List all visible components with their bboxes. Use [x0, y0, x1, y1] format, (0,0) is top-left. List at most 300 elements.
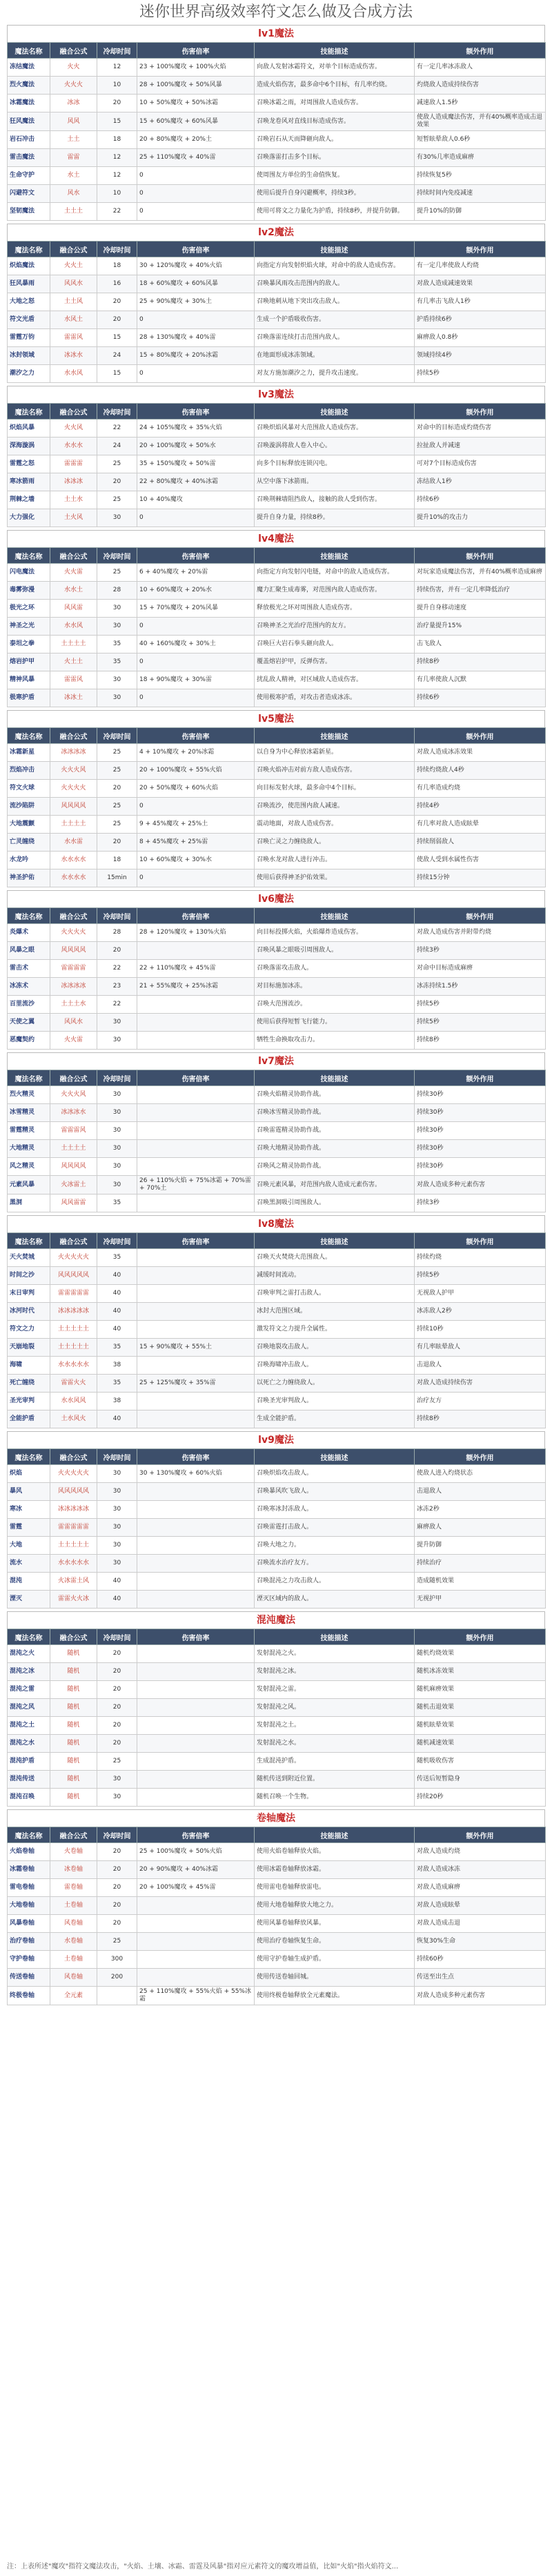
cell-dmg — [137, 1915, 255, 1933]
cell-name: 雷霆精灵 — [8, 1122, 50, 1140]
cell-desc: 向敌人发射冰霜符文，对单个目标造成伤害。 — [255, 59, 415, 77]
cell-cd: 20 — [97, 293, 137, 311]
cell-desc: 召唤地刺从地下突出攻击敌人。 — [255, 293, 415, 311]
cell-cd: 30 — [97, 1483, 137, 1501]
cell-desc: 发射混沌之冰。 — [255, 1663, 415, 1681]
table-row — [8, 1032, 546, 1050]
cell-bonus: 拉扯敌人并减速 — [415, 437, 546, 455]
table-row — [8, 347, 546, 365]
cell-formula: 水风土 — [50, 311, 97, 329]
cell-desc: 覆盖熔岩护甲，反弹伤害。 — [255, 653, 415, 671]
cell-bonus: 麻痹敌人0.8秒 — [415, 329, 546, 347]
cell-dmg: 18 + 90%魔攻 + 30%雷 — [137, 671, 255, 689]
cell-bonus: 对敌人造成伤害并附带灼烧 — [415, 924, 546, 942]
cell-name: 冻结魔法 — [8, 59, 50, 77]
column-header: 额外作用 — [415, 242, 546, 257]
table-row — [8, 1158, 546, 1176]
cell-formula: 风水 — [50, 185, 97, 203]
cell-desc: 湮灭区域内的敌人。 — [255, 1591, 415, 1609]
cell-dmg: 30 + 120%魔攻 + 40%火焰 — [137, 257, 255, 275]
cell-dmg — [137, 1717, 255, 1735]
cell-bonus: 持续灼烧 — [415, 1249, 546, 1267]
cell-dmg: 25 + 100%魔攻 + 50%火焰 — [137, 1843, 255, 1861]
table-row — [8, 131, 546, 149]
cell-bonus: 持续6秒 — [415, 491, 546, 509]
cell-dmg: 25 + 110%魔攻 + 55%火焰 + 55%冰霜 — [137, 1987, 255, 2005]
column-header: 额外作用 — [415, 728, 546, 744]
table-row — [8, 1375, 546, 1393]
cell-name: 海啸 — [8, 1357, 50, 1375]
column-header: 伤害倍率 — [137, 1449, 255, 1465]
cell-dmg: 20 + 100%魔攻 + 45%雷 — [137, 1879, 255, 1897]
cell-formula: 雷雷雷雷雷 — [50, 1285, 97, 1303]
section-10 — [7, 1809, 545, 2005]
column-header: 冷却时间 — [97, 548, 137, 564]
table-row — [8, 185, 546, 203]
cell-formula: 土土土土 — [50, 816, 97, 834]
column-header: 魔法名称 — [8, 1233, 50, 1249]
cell-bonus: 对敌人造成持续伤害 — [415, 1375, 546, 1393]
section-header: lv8魔法 — [7, 1215, 545, 1232]
cell-cd: 30 — [97, 1789, 137, 1807]
cell-name: 狂风暴雨 — [8, 275, 50, 293]
cell-name: 烈焰冲击 — [8, 762, 50, 780]
cell-bonus: 持续30秒 — [415, 1140, 546, 1158]
cell-desc: 牺牲生命换取攻击力。 — [255, 1032, 415, 1050]
cell-desc: 向多个目标释放连锁闪电。 — [255, 455, 415, 473]
cell-desc: 召唤大范围流沙。 — [255, 996, 415, 1014]
cell-desc: 发射混沌之土。 — [255, 1717, 415, 1735]
section-2 — [7, 386, 545, 527]
table-row — [8, 834, 546, 852]
cell-dmg: 10 + 60%魔攻 + 30%水 — [137, 852, 255, 869]
cell-cd: 35 — [97, 1249, 137, 1267]
column-header: 技能描述 — [255, 728, 415, 744]
cell-desc: 冰封大范围区域。 — [255, 1303, 415, 1321]
cell-dmg — [137, 1086, 255, 1104]
column-header: 技能描述 — [255, 1629, 415, 1645]
table-row — [8, 1122, 546, 1140]
cell-desc: 召唤荆棘墙阻挡敌人，接触的敌人受到伤害。 — [255, 491, 415, 509]
cell-dmg: 6 + 40%魔攻 + 20%雷 — [137, 564, 255, 582]
column-header: 融合公式 — [50, 43, 97, 59]
cell-cd: 20 — [97, 1843, 137, 1861]
cell-desc: 召唤神圣之光治疗范围内的友方。 — [255, 618, 415, 636]
cell-dmg — [137, 1393, 255, 1410]
cell-dmg: 25 + 90%魔攻 + 30%土 — [137, 293, 255, 311]
cell-desc: 使用极寒护盾，对攻击者造成冰冻。 — [255, 689, 415, 707]
cell-cd: 30 — [97, 1519, 137, 1537]
cell-desc: 召唤海啸冲击敌人。 — [255, 1357, 415, 1375]
cell-formula: 风风水 — [50, 1014, 97, 1032]
cell-desc: 向指定方向发射闪电链，对命中的敌人造成伤害。 — [255, 564, 415, 582]
spell-table — [7, 1448, 546, 1609]
table-row — [8, 59, 546, 77]
cell-name: 天崩地裂 — [8, 1339, 50, 1357]
cell-dmg — [137, 1194, 255, 1212]
cell-formula: 雷雷 — [50, 149, 97, 167]
cell-bonus: 持续30秒 — [415, 1122, 546, 1140]
column-header: 额外作用 — [415, 1233, 546, 1249]
cell-formula: 火火火风 — [50, 762, 97, 780]
cell-cd: 30 — [97, 509, 137, 527]
cell-desc: 随机传送到附近位置。 — [255, 1771, 415, 1789]
cell-name: 混沌之风 — [8, 1699, 50, 1717]
cell-cd: 38 — [97, 1393, 137, 1410]
cell-name: 冰霜卷轴 — [8, 1861, 50, 1879]
cell-bonus: 有一定几率使敌人灼烧 — [415, 257, 546, 275]
cell-formula: 风卷轴 — [50, 1915, 97, 1933]
cell-bonus: 提升10%的防御 — [415, 203, 546, 221]
cell-formula: 随机 — [50, 1717, 97, 1735]
cell-formula: 水水风风 — [50, 1393, 97, 1410]
cell-name: 烈火魔法 — [8, 77, 50, 95]
cell-formula: 水水水 — [50, 437, 97, 455]
table-row — [8, 1753, 546, 1771]
column-header: 额外作用 — [415, 1827, 546, 1843]
cell-desc: 召唤大地精灵协助作战。 — [255, 1140, 415, 1158]
cell-name: 流水 — [8, 1555, 50, 1573]
cell-name: 全能护盾 — [8, 1410, 50, 1428]
table-row — [8, 653, 546, 671]
cell-formula: 水水水水水 — [50, 1555, 97, 1573]
cell-cd: 40 — [97, 1321, 137, 1339]
cell-cd: 20 — [97, 1681, 137, 1699]
cell-cd: 20 — [97, 473, 137, 491]
cell-dmg — [137, 1519, 255, 1537]
cell-bonus: 对敌人造成多种元素伤害 — [415, 1987, 546, 2005]
cell-cd: 12 — [97, 149, 137, 167]
cell-formula: 火火火火火 — [50, 1249, 97, 1267]
cell-cd: 20 — [97, 1897, 137, 1915]
column-header: 魔法名称 — [8, 242, 50, 257]
table-row — [8, 1194, 546, 1212]
cell-dmg — [137, 1158, 255, 1176]
cell-cd: 20 — [97, 1861, 137, 1879]
table-row — [8, 1861, 546, 1879]
cell-formula: 土土土土土 — [50, 1537, 97, 1555]
cell-name: 泰坦之拳 — [8, 636, 50, 653]
table-row — [8, 1104, 546, 1122]
cell-dmg: 20 + 90%魔攻 + 40%冰霜 — [137, 1861, 255, 1879]
cell-cd: 30 — [97, 600, 137, 618]
column-header: 额外作用 — [415, 404, 546, 420]
cell-desc: 释放极光之环对周围敌人造成伤害。 — [255, 600, 415, 618]
cell-dmg: 10 + 50%魔攻 + 50%冰霜 — [137, 95, 255, 112]
cell-dmg: 15 + 80%魔攻 + 20%冰霜 — [137, 347, 255, 365]
cell-cd: 25 — [97, 816, 137, 834]
table-row — [8, 1915, 546, 1933]
column-header: 额外作用 — [415, 43, 546, 59]
cell-desc: 召唤风之精灵协助作战。 — [255, 1158, 415, 1176]
cell-cd: 25 — [97, 491, 137, 509]
cell-desc: 发射混沌之水。 — [255, 1735, 415, 1753]
cell-bonus: 对敌人造成灼烧 — [415, 1843, 546, 1861]
cell-dmg: 15 + 70%魔攻 + 20%风暴 — [137, 600, 255, 618]
column-header: 伤害倍率 — [137, 1070, 255, 1086]
cell-desc: 使用传送卷轴回城。 — [255, 1969, 415, 1987]
cell-cd: 15 — [97, 112, 137, 131]
table-row — [8, 455, 546, 473]
cell-cd: 20 — [97, 942, 137, 960]
column-header: 冷却时间 — [97, 43, 137, 59]
cell-cd: 25 — [97, 798, 137, 816]
cell-cd: 20 — [97, 1663, 137, 1681]
column-header: 额外作用 — [415, 908, 546, 924]
cell-cd: 200 — [97, 1969, 137, 1987]
cell-dmg: 18 + 60%魔攻 + 60%风暴 — [137, 275, 255, 293]
cell-cd: 30 — [97, 1104, 137, 1122]
cell-cd: 22 — [97, 203, 137, 221]
table-row — [8, 1897, 546, 1915]
cell-formula: 水水水水 — [50, 852, 97, 869]
cell-name: 大地之怒 — [8, 293, 50, 311]
section-header: lv1魔法 — [7, 25, 545, 42]
cell-name: 雷霆 — [8, 1519, 50, 1537]
table-row — [8, 1014, 546, 1032]
cell-bonus: 持续30秒 — [415, 1086, 546, 1104]
cell-bonus: 持续5秒 — [415, 996, 546, 1014]
cell-dmg: 21 + 55%魔攻 + 25%冰霜 — [137, 978, 255, 996]
cell-name: 治疗卷轴 — [8, 1933, 50, 1951]
cell-formula: 雷雷雷风 — [50, 1122, 97, 1140]
cell-bonus: 随机冰冻效果 — [415, 1663, 546, 1681]
cell-dmg: 28 + 120%魔攻 + 130%火焰 — [137, 924, 255, 942]
cell-formula: 火土土 — [50, 653, 97, 671]
cell-formula: 土土 — [50, 131, 97, 149]
cell-desc: 召唤雷霆精灵协助作战。 — [255, 1122, 415, 1140]
table-row — [8, 1735, 546, 1753]
cell-name: 狂风魔法 — [8, 112, 50, 131]
table-row — [8, 689, 546, 707]
cell-dmg: 24 + 105%魔攻 + 35%火焰 — [137, 420, 255, 437]
cell-formula: 风风雷 — [50, 600, 97, 618]
cell-formula: 火冰雷土风 — [50, 1573, 97, 1591]
cell-dmg: 8 + 45%魔攻 + 25%雷 — [137, 834, 255, 852]
column-header: 融合公式 — [50, 404, 97, 420]
cell-formula: 火卷轴 — [50, 1843, 97, 1861]
cell-desc: 向指定方向发射炽焰火球，对命中的敌人造成伤害。 — [255, 257, 415, 275]
cell-bonus: 击飞敌人 — [415, 636, 546, 653]
table-row — [8, 978, 546, 996]
cell-name: 雷击魔法 — [8, 149, 50, 167]
cell-dmg — [137, 1483, 255, 1501]
footnote: 注：上表所述"魔攻"指符文魔法攻击，"火焰、土壤、冰霜、雷霆及风暴"指对应元素符文的魔攻增益值，比如"火焰"指火焰符文... — [7, 2563, 399, 2570]
cell-bonus: 传送至出生点 — [415, 1969, 546, 1987]
cell-formula: 冰冰 — [50, 95, 97, 112]
cell-bonus: 有几率使敌人沉默 — [415, 671, 546, 689]
cell-dmg — [137, 1897, 255, 1915]
spell-table — [7, 727, 546, 887]
cell-dmg: 15 + 60%魔攻 + 60%风暴 — [137, 112, 255, 131]
column-header: 伤害倍率 — [137, 728, 255, 744]
cell-formula: 风风风风 — [50, 942, 97, 960]
table-row — [8, 1573, 546, 1591]
cell-desc: 向目标发射火球，最多命中4个目标。 — [255, 780, 415, 798]
table-row — [8, 1393, 546, 1410]
table-row — [8, 420, 546, 437]
cell-desc: 震动地面，对敌人造成伤害。 — [255, 816, 415, 834]
column-header: 伤害倍率 — [137, 548, 255, 564]
cell-desc: 以死亡之力缠绕敌人。 — [255, 1375, 415, 1393]
cell-formula: 土土风 — [50, 293, 97, 311]
cell-desc: 生成一个护盾吸收伤害。 — [255, 311, 415, 329]
cell-desc: 生成全能护盾。 — [255, 1410, 415, 1428]
cell-name: 大地震颤 — [8, 816, 50, 834]
column-header: 伤害倍率 — [137, 1629, 255, 1645]
cell-cd: 10 — [97, 77, 137, 95]
cell-cd: 30 — [97, 1465, 137, 1483]
cell-desc: 魔力汇聚生成毒雾，对范围内敌人造成伤害。 — [255, 582, 415, 600]
cell-name: 元素风暴 — [8, 1176, 50, 1194]
cell-desc: 召唤寒冰封冻敌人。 — [255, 1501, 415, 1519]
cell-bonus: 对敌人造成麻痹 — [415, 1879, 546, 1897]
cell-cd: 20 — [97, 1645, 137, 1663]
section-header: lv5魔法 — [7, 710, 545, 727]
cell-desc: 使用终极卷轴释放全元素魔法。 — [255, 1987, 415, 2005]
column-header: 伤害倍率 — [137, 1827, 255, 1843]
cell-dmg — [137, 1591, 255, 1609]
cell-name: 混沌之水 — [8, 1735, 50, 1753]
cell-formula: 雷雷风 — [50, 329, 97, 347]
section-4 — [7, 710, 545, 887]
cell-name: 亡灵缠绕 — [8, 834, 50, 852]
cell-cd: 35 — [97, 653, 137, 671]
cell-dmg — [137, 1357, 255, 1375]
cell-formula: 随机 — [50, 1735, 97, 1753]
table-row — [8, 365, 546, 383]
column-header: 技能描述 — [255, 1233, 415, 1249]
cell-cd: 25 — [97, 744, 137, 762]
cell-desc: 使用可将文之力量化为护盾，持续8秒，并提升防御。 — [255, 203, 415, 221]
column-header: 技能描述 — [255, 43, 415, 59]
cell-cd: 15min — [97, 869, 137, 887]
table-row — [8, 1303, 546, 1321]
table-row — [8, 1717, 546, 1735]
cell-bonus: 对命中的目标造成灼烧伤害 — [415, 420, 546, 437]
cell-formula: 随机 — [50, 1753, 97, 1771]
cell-formula: 土水风火 — [50, 1410, 97, 1428]
cell-formula: 全元素 — [50, 1987, 97, 2005]
cell-desc: 召唤天火焚烧大范围敌人。 — [255, 1249, 415, 1267]
cell-bonus: 持续治疗 — [415, 1555, 546, 1573]
cell-dmg — [137, 1104, 255, 1122]
cell-dmg — [137, 996, 255, 1014]
column-header: 冷却时间 — [97, 1827, 137, 1843]
column-header: 魔法名称 — [8, 908, 50, 924]
cell-dmg — [137, 1140, 255, 1158]
cell-desc: 减缓时间流动。 — [255, 1267, 415, 1285]
cell-name: 闪电魔法 — [8, 564, 50, 582]
cell-dmg — [137, 1771, 255, 1789]
cell-bonus: 有几率对敌人造成眩晕 — [415, 816, 546, 834]
table-row — [8, 852, 546, 869]
cell-name: 炎爆术 — [8, 924, 50, 942]
cell-formula: 火火火火 — [50, 924, 97, 942]
cell-bonus: 随机麻痹效果 — [415, 1681, 546, 1699]
cell-cd: 23 — [97, 978, 137, 996]
cell-formula: 风风风风 — [50, 798, 97, 816]
cell-bonus: 有几率眩晕敌人 — [415, 1339, 546, 1357]
cell-formula: 冰冰土 — [50, 689, 97, 707]
cell-name: 混沌之雷 — [8, 1681, 50, 1699]
cell-formula: 雷雷火火 — [50, 1375, 97, 1393]
section-header: lv3魔法 — [7, 386, 545, 403]
column-header: 冷却时间 — [97, 728, 137, 744]
cell-cd: 25 — [97, 564, 137, 582]
table-row — [8, 1537, 546, 1555]
spell-table — [7, 1070, 546, 1212]
cell-cd: 20 — [97, 1735, 137, 1753]
table-row — [8, 1465, 546, 1483]
table-row — [8, 869, 546, 887]
cell-formula: 火火火风 — [50, 1086, 97, 1104]
cell-bonus: 对命中目标造成麻痹 — [415, 960, 546, 978]
cell-bonus: 使敌人受到水属性伤害 — [415, 852, 546, 869]
cell-dmg: 0 — [137, 311, 255, 329]
cell-bonus: 对敌人造成冰冻 — [415, 1861, 546, 1879]
cell-bonus: 无视敌人护甲 — [415, 1285, 546, 1303]
table-row — [8, 600, 546, 618]
cell-desc: 使用后提升自身闪避概率，持续3秒。 — [255, 185, 415, 203]
cell-bonus: 击退敌人 — [415, 1357, 546, 1375]
cell-name: 湮灭 — [8, 1591, 50, 1609]
cell-desc: 造成火焰伤害，最多命中6个目标，有几率灼烧。 — [255, 77, 415, 95]
section-header: lv4魔法 — [7, 530, 545, 547]
cell-desc: 向目标投掷火焰，火焰爆炸造成伤害。 — [255, 924, 415, 942]
cell-desc: 召唤火焰冲击对前方敌人造成伤害。 — [255, 762, 415, 780]
table-row — [8, 780, 546, 798]
cell-dmg — [137, 1032, 255, 1050]
cell-formula: 冰冰水 — [50, 347, 97, 365]
cell-bonus: 有30%几率造成麻痹 — [415, 149, 546, 167]
cell-name: 水龙吟 — [8, 852, 50, 869]
cell-dmg — [137, 1303, 255, 1321]
cell-cd: 18 — [97, 257, 137, 275]
cell-formula: 冰冰冰冰 — [50, 978, 97, 996]
cell-name: 潮汐之力 — [8, 365, 50, 383]
cell-bonus: 护盾持续6秒 — [415, 311, 546, 329]
cell-bonus: 持续伤害，并有一定几率降低治疗 — [415, 582, 546, 600]
column-header: 伤害倍率 — [137, 1233, 255, 1249]
cell-name: 冰雪精灵 — [8, 1104, 50, 1122]
cell-cd: 20 — [97, 1879, 137, 1897]
cell-desc: 召唤审判之雷打击敌人。 — [255, 1285, 415, 1303]
cell-desc: 以自身为中心释放冰霜新星。 — [255, 744, 415, 762]
cell-bonus: 有一定几率冰冻敌人 — [415, 59, 546, 77]
cell-bonus: 有几率击飞敌人1秒 — [415, 293, 546, 311]
cell-formula: 水土 — [50, 167, 97, 185]
table-row — [8, 1987, 546, 2005]
column-header: 伤害倍率 — [137, 404, 255, 420]
table-row — [8, 671, 546, 689]
section-1 — [7, 224, 545, 383]
cell-dmg: 9 + 45%魔攻 + 25%土 — [137, 816, 255, 834]
cell-desc: 召唤炽焰攻击敌人。 — [255, 1465, 415, 1483]
column-header: 融合公式 — [50, 728, 97, 744]
column-header: 魔法名称 — [8, 43, 50, 59]
cell-bonus: 随机吸收伤害 — [415, 1753, 546, 1771]
table-row — [8, 1176, 546, 1194]
cell-bonus: 冻结敌人1秒 — [415, 473, 546, 491]
cell-dmg — [137, 1645, 255, 1663]
cell-cd: 30 — [97, 1140, 137, 1158]
cell-cd: 40 — [97, 1285, 137, 1303]
cell-bonus: 可对7个目标造成伤害 — [415, 455, 546, 473]
cell-formula: 土土土土 — [50, 1140, 97, 1158]
cell-name: 符文火球 — [8, 780, 50, 798]
cell-desc: 使用后获得短暂飞行能力。 — [255, 1014, 415, 1032]
